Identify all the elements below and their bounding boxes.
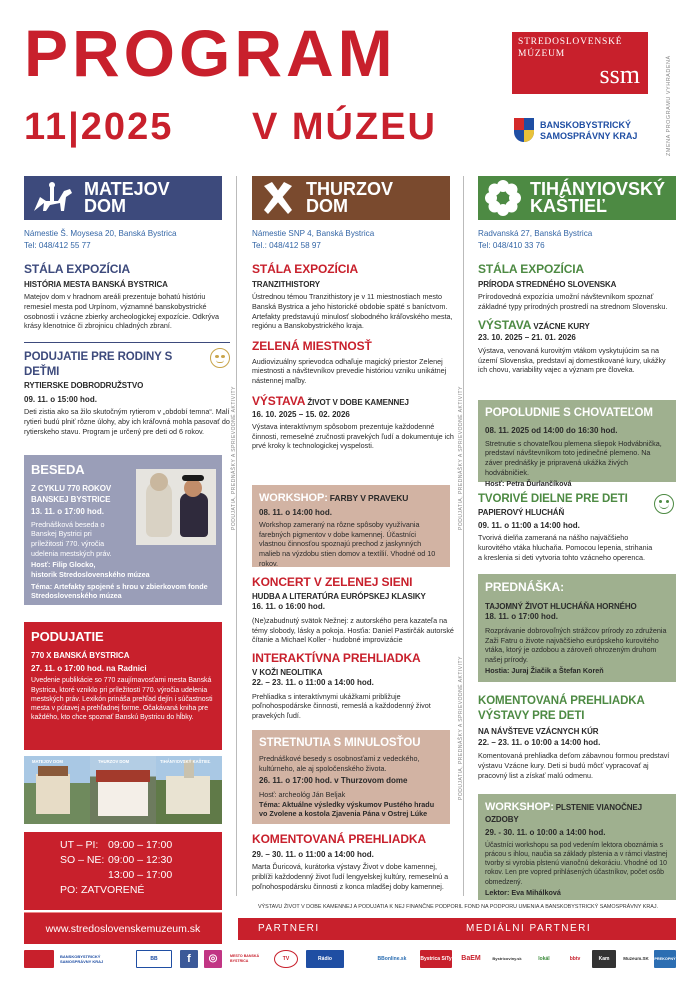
instagram-icon[interactable]: ◎ xyxy=(204,950,222,968)
workshop-heading: WORKSHOP: xyxy=(259,492,328,504)
hours-row: 13:00 – 17:00 xyxy=(108,869,173,881)
thurzov-name-l1: THURZOV xyxy=(306,179,393,199)
beseda-box xyxy=(24,455,222,605)
closed-day: PO: ZATVORENÉ xyxy=(60,884,145,896)
thurzov-address: Námestie SNP 4, Banská Bystrica xyxy=(252,229,375,238)
tihanyi-komentovana-heading-2: VÝSTAVY PRE DETI xyxy=(478,710,585,723)
tihanyi-komentovana-heading-1: KOMENTOVANÁ PREHLIADKA xyxy=(478,695,645,707)
horse-rider-icon xyxy=(30,181,76,215)
region-crest-icon xyxy=(514,118,534,142)
partner-logo: BBonline.sk xyxy=(377,955,407,962)
vertical-note-3: PODUJATIA, PREDNÁŠKY A SPRIEVODNÉ AKTIVITY xyxy=(458,656,464,800)
tihanyi-komentovana-title: NA NÁVŠTEVE VZÁCNYCH KÚR xyxy=(478,727,599,737)
museum-logo xyxy=(512,32,648,94)
podujatie-date: 27. 11. o 17:00 hod. na Radnici xyxy=(31,663,147,673)
stretnutia-date: 26. 11. o 17:00 hod. v Thurzovom dome xyxy=(259,776,408,786)
tihanyi-komentovana-date: 22. – 23. 11. o 10:00 a 14:00 hod. xyxy=(478,737,601,747)
matejov-family-title: RYTIERSKE DOBRODRUŽSTVO xyxy=(24,381,144,391)
tihanyi-stala-text: Prírodovedná expozícia umožní návštevníkom spoznať základné typy prírodných prostredí na strednom Slovensku. xyxy=(478,292,668,312)
program-title: PROGRAM xyxy=(24,16,397,90)
tihanyi-stala-heading: STÁLA EXPOZÍCIA xyxy=(478,262,585,276)
stretnutia-heading: STRETNUTIA S MINULOSŤOU xyxy=(259,737,421,749)
stretnutia-host: Hosť: archeológ Ján Beljak xyxy=(259,790,346,799)
partner-logo: TV xyxy=(274,950,298,968)
thurzov-stala-title: TRANZITHISTORY xyxy=(252,279,320,289)
matejov-family-heading: PODUJATIE PRE RODINY S DEŤMI xyxy=(24,351,173,379)
partner-logos xyxy=(24,950,676,974)
tihanyi-vystava-text: Výstava, venovaná kurovitým vtákom vyskytujúcim sa na území Slovenska, predstaví aj domestikované kury, ukážky ich chovu, variability vajec a význam pre človeka. xyxy=(478,346,666,375)
thurzov-komentovana-date: 29. – 30. 11. o 11:00 a 14:00 hod. xyxy=(252,849,374,859)
matejov-stala-text: Matejov dom v hradnom areáli prezentuje bohatú históriu remesiel mesta pod Urpínom, významné banskobystrické osobnosti i vzácne zbierky archeologickej expozície. Odkrýva krásy klenotnice či zbrojnicu chladných zbraní. xyxy=(24,292,219,331)
prednaska-heading: PREDNÁŠKA: xyxy=(485,580,565,594)
flower-icon xyxy=(484,179,522,217)
museum-name-l2: MÚZEUM xyxy=(518,49,566,59)
plstenie-title: PLSTENIE VIANOČNEJ OZDOBY xyxy=(485,803,643,824)
media-partners-label: MEDIÁLNI PARTNERI xyxy=(466,923,592,934)
matejov-name-l1: MATEJOV xyxy=(84,179,170,199)
museum-abbr: ssm xyxy=(599,60,640,89)
thurzov-name-l2: DOM xyxy=(306,196,348,216)
plstenie-date: 29. - 30. 11. o 10:00 a 14:00 hod. xyxy=(485,828,606,838)
facebook-icon[interactable]: f xyxy=(180,950,198,968)
workshop-box xyxy=(252,485,450,567)
matejov-stala-heading: STÁLA EXPOZÍCIA xyxy=(24,262,131,276)
tihanyi-vystava-date: 23. 10. 2025 – 21. 01. 2026 xyxy=(478,333,576,343)
program-date: 11|2025 xyxy=(24,106,174,148)
thurzov-vystava-text: Výstava interaktívnym spôsobom prezentuje každodenné činnosti, remeselné zručnosti pravekých ľudí a dokumentuje ich prvé kroky k technologickej vyspelosti. xyxy=(252,422,454,451)
photo-label-tihanyi: TIHÁNYIOVSKÝ KAŠTIEĽ xyxy=(160,759,211,764)
matejov-family-text: Deti zistia ako sa žilo skutočným rytierom v „období temna“. Malí rytieri budú plniť rôzne úlohy, aby ich kráľovná mohla pasovať do rytierskeho stavu. Program je určený pre deti od 6 rokov. xyxy=(24,407,230,436)
matejov-family-date: 09. 11. o 15:00 hod. xyxy=(24,394,97,404)
stretnutia-theme: Téma: Aktuálne výsledky výskumov Pustého hradu vo Zvolene a kostola Zjavenia Pána v Ostrej Lúke xyxy=(259,799,435,819)
tvorive-text: Tvorivá dielňa zameraná na nášho najväčšieho kurovitého vtáka hluchaňa. Pomocou lepenia, strihania a kreslenia si deti vytvoria tohto vzácneho operenca. xyxy=(478,533,653,562)
workshop-title: FARBY V PRAVEKU xyxy=(329,493,409,503)
museum-name-l1: STREDOSLOVENSKÉ xyxy=(518,37,623,47)
photo-label-matejov: MATEJOV DOM xyxy=(32,759,63,764)
koncert-heading: KONCERT V ZELENEJ SIENI xyxy=(252,575,413,589)
koncert-date: 16. 11. o 16:00 hod. xyxy=(252,602,325,612)
matejov-header xyxy=(24,176,222,220)
thurzov-stala-heading: STÁLA EXPOZÍCIA xyxy=(252,262,359,276)
buildings-photo-strip xyxy=(24,756,222,824)
region-name-l1: BANSKOBYSTRICKÝ xyxy=(540,120,632,130)
tvorive-date: 09. 11. o 11:00 a 14:00 hod. xyxy=(478,520,580,530)
prednaska-text: Rozprávanie dobrovoľných strážcov prírody zo združenia Zaži Fatru o živote najväčšieho európskeho kurovitého vtáka, ktorý je ozdobou a zároveň ohrozeným druhom našej prírody. xyxy=(485,625,667,664)
partner-logo: BANSKOBYSTRICKÝ SAMOSPRÁVNY KRAJ xyxy=(60,953,104,964)
plstenie-text: Účastníci workshopu sa pod vedením lektora oboznámia s prácou s ihlou, naučia sa základy plstenia a v rámci vlastnej tvorby si vyrobia plstenú vianočnú dekoráciu. Vhodné od 10 rokov. Len pre vopred prihlásených účastníkov, počet osôb obmedzený. xyxy=(485,841,668,886)
dolls-image xyxy=(136,469,216,545)
thurzov-tel: Tel.: 048/412 58 97 xyxy=(252,241,321,250)
podujatie-box xyxy=(24,622,222,750)
tihanyi-address: Radvanská 27, Banská Bystrica xyxy=(478,229,593,238)
prednaska-date: 18. 11. o 17:00 hod. xyxy=(485,612,558,622)
interaktivna-text: Prehliadka s interaktívnymi ukážkami približuje poľnohospodárske činnosti, remeslá a každodenný život pravekých ľudí. xyxy=(252,691,431,721)
popoludnie-date: 08. 11. 2025 od 14:00 do 16:30 hod. xyxy=(485,426,618,436)
tihanyi-vystava-heading: VÝSTAVA xyxy=(478,317,532,332)
mask-icon xyxy=(210,348,230,368)
tihanyi-name-l2: KAŠTIEĽ xyxy=(530,196,608,216)
partner-logo: PREKOPNÝ xyxy=(654,950,676,968)
zelena-heading: ZELENÁ MIESTNOSŤ xyxy=(252,338,372,353)
plstenie-lektor: Lektor: Eva Mihálková xyxy=(485,887,561,897)
thurzov-vystava-date: 16. 10. 2025 – 15. 02. 2026 xyxy=(252,409,350,419)
popoludnie-box xyxy=(478,400,676,489)
zelena-text: Audiovizuálny sprievodca odhaľuje magický priestor Zelenej miestnosti a návštevníkov prevedie históriou vzniku unikátnej nástennej maľby. xyxy=(252,356,447,386)
interaktivna-date: 22. – 23. 11. o 11:00 a 14:00 hod. xyxy=(252,678,374,688)
region-name-l2: SAMOSPRÁVNY KRAJ xyxy=(540,131,638,141)
opening-hours xyxy=(24,832,222,910)
koncert-text: (Ne)zabudnutý svätok Nežnej: z autorského pera kazateľa na témy slobody, lásky a pokoja. Hosťia: Daniel Pastirčák autorské čítanie a Michael Koller - hudobné improvizácie xyxy=(252,615,454,645)
tihanyi-name-l1: TIHÁNYIOVSKÝ xyxy=(530,179,666,199)
tihanyi-stala-title: PRÍRODA STREDNÉHO SLOVENSKA xyxy=(478,279,617,289)
tvorive-heading: TVORIVÉ DIELNE PRE DETI xyxy=(478,493,628,505)
koncert-title: HUDBA A LITERATÚRA EURÓPSKEJ KLASIKY xyxy=(252,591,426,601)
popoludnie-text: Stretnutie s chovateľkou plemena sliepok Hodvábnička, predstaví návštevníkom toto jedinečné plemeno. Na záver prednášky je pripravená ukážka živých hodvábničiek. xyxy=(485,438,662,477)
partner-logo: lokál xyxy=(538,955,550,962)
podujatie-text: Uvedenie publikácie so 770 zaujímavosťami mesta Banská Bystrica, ktoré vzniklo pri príležitosti 770. výročia udelenia mestských práv. Lexikón prináša prehľad dejín i súčastnosti mesta v pútavej a prehľadnej forme. Očakávaná kniha pre každého, kto chce spoznať Banskú Bystricu do hĺbky. xyxy=(31,677,213,722)
hammer-pick-icon xyxy=(258,180,298,216)
vertical-note-2: PODUJATIA, PREDNÁŠKY A SPRIEVODNÉ AKTIVITY xyxy=(458,386,464,530)
partner-logo: Bystricoviny.sk xyxy=(492,956,522,962)
partner-logo: BaEM xyxy=(461,955,481,963)
partner-logo: Kam xyxy=(592,950,616,968)
popoludnie-host: Hosť: Petra Ďurlančíková xyxy=(485,479,572,489)
thurzov-vystava-title: ŽIVOT V DOBE KAMENNEJ xyxy=(307,397,409,407)
program-subtitle: V MÚZEU xyxy=(252,106,437,148)
beseda-theme: Téma: Artefakty spojené s hrou v zbierkovom fonde Stredoslovenského múzea xyxy=(31,581,208,601)
partners-bar xyxy=(238,918,676,940)
matejov-stala-title: HISTÓRIA MESTA BANSKÁ BYSTRICA xyxy=(24,279,168,289)
matejov-name-l2: DOM xyxy=(84,196,126,216)
prednaska-title: TAJOMNÝ ŽIVOT HLUCHÁŇA HORNÉHO xyxy=(485,601,637,611)
tihanyi-header xyxy=(478,176,676,220)
tihanyi-vystava-title: VZÁCNE KURY xyxy=(533,321,590,331)
hours-row: SO – NE: 09:00 – 12:30 xyxy=(60,854,173,866)
beseda-text: Prednášková beseda o Banskej Bystrici pri príležitosti 770. výročia udelenia mestských práv. xyxy=(31,519,112,558)
beseda-heading: BESEDA xyxy=(31,462,85,477)
partner-logo: BB xyxy=(136,950,172,968)
stretnutia-text: Prednáškové besedy s osobnosťami z vedeckého, kultúrneho, ale aj spoločenského života. xyxy=(259,754,420,773)
thurzov-komentovana-heading: KOMENTOVANÁ PREHLIADKA xyxy=(252,832,427,846)
partner-logo: Bystrica SiTy xyxy=(420,950,452,968)
plstenie-heading: WORKSHOP: xyxy=(485,801,554,813)
partner-logo xyxy=(24,950,54,968)
interaktivna-heading: INTERAKTÍVNA PREHLIADKA xyxy=(252,650,421,665)
podujatie-heading: PODUJATIE xyxy=(31,629,104,644)
thurzov-header xyxy=(252,176,450,220)
matejov-address: Námestie Š. Moysesa 20, Banská Bystrica xyxy=(24,229,177,238)
thurzov-komentovana-text: Marta Ďuricová, kurátorka výstavy Život v dobe kamennej, priblíži každodenný život ľudí lengyelskej kultúry, remeselnú a poľnohospodársku činnosti z konca mladšej doby kamennej. xyxy=(252,862,449,891)
prednaska-box xyxy=(478,574,676,682)
prednaska-host: Hostia: Juraj Žiačik a Štefan Koreň xyxy=(485,666,604,676)
vertical-note-1: PODUJATIA, PREDNÁŠKY A SPRIEVODNÉ AKTIVITY xyxy=(231,386,237,530)
beseda-host: Hosť: Filip Glocko, historik Stredoslovenského múzea xyxy=(31,560,150,579)
smile-icon xyxy=(654,494,674,514)
workshop-text: Workshop zameraný na rôzne spôsoby využívania farebných pigmentov v dobe kamennej. Účastníci vlastnou činnosťou spoznajú prechod z jaskynných malieb na výzdobu stien domov a textílií. Vhodné od 10 rokov. xyxy=(259,520,436,568)
partner-logo: MESTO BANSKÁ BYSTRICA xyxy=(230,954,260,963)
beseda-title-2: BANSKEJ BYSTRICE xyxy=(31,494,111,504)
web-link[interactable]: www.stredoslovenskemuzeum.sk xyxy=(24,912,222,944)
tvorive-title: PAPIEROVÝ HLUCHÁŇ xyxy=(478,508,565,518)
funding-note: VÝSTAVU ŽIVOT V DOBE KAMENNEJ A PODUJATIA K NEJ FINANČNE PODPORIL FOND NA PODPORU UMENIA A BANSKOBYSTRICKÝ SAMOSPRÁVNY KRAJ. xyxy=(257,904,659,910)
podujatie-title: 770 X BANSKÁ BYSTRICA xyxy=(31,651,130,661)
partner-logo: bbtv xyxy=(569,955,581,962)
partner-logo: Muzeum.SK xyxy=(623,956,649,962)
popoludnie-heading: POPOLUDNIE S CHOVATEĽOM xyxy=(485,407,653,419)
region-logo xyxy=(514,116,654,146)
plstenie-box xyxy=(478,794,676,900)
partner-logo: Rádio xyxy=(306,950,344,968)
partners-label: PARTNERI xyxy=(258,923,320,934)
thurzov-stala-text: Ústrednou témou Tranzithistory je v 11 miestnostiach mesto Banská Bystrica a jeho historické obdobie späté s baníctvom. Artefakty predstavujú minulosť slobodného kráľovského mesta, regiónu a Banskobystrického kraja. xyxy=(252,292,453,331)
program-change-note: ZMENA PROGRAMU VYHRADENÁ xyxy=(666,55,672,156)
beseda-date: 13. 11. o 17:00 hod. xyxy=(31,507,104,517)
stretnutia-box xyxy=(252,730,450,824)
hours-row: UT – PI: 09:00 – 17:00 xyxy=(60,839,173,851)
tihanyi-tel: Tel: 048/410 33 76 xyxy=(478,241,545,250)
interaktivna-title: V KOŽI NEOLITIKA xyxy=(252,667,323,677)
photo-label-thurzov: THURZOV DOM xyxy=(98,759,130,764)
workshop-date: 08. 11. o 14:00 hod. xyxy=(259,507,332,517)
thurzov-vystava-heading: VÝSTAVA xyxy=(252,393,306,408)
tihanyi-komentovana-text: Komentovaná prehliadka deťom zábavnou formou predstaví výstavu Vzácne kury. Deti si budú môcť vypracovať aj pracovný list a získať malú odmenu. xyxy=(478,751,670,780)
beseda-title-1: Z CYKLU 770 ROKOV xyxy=(31,484,112,494)
matejov-tel: Tel: 048/412 55 77 xyxy=(24,241,91,250)
